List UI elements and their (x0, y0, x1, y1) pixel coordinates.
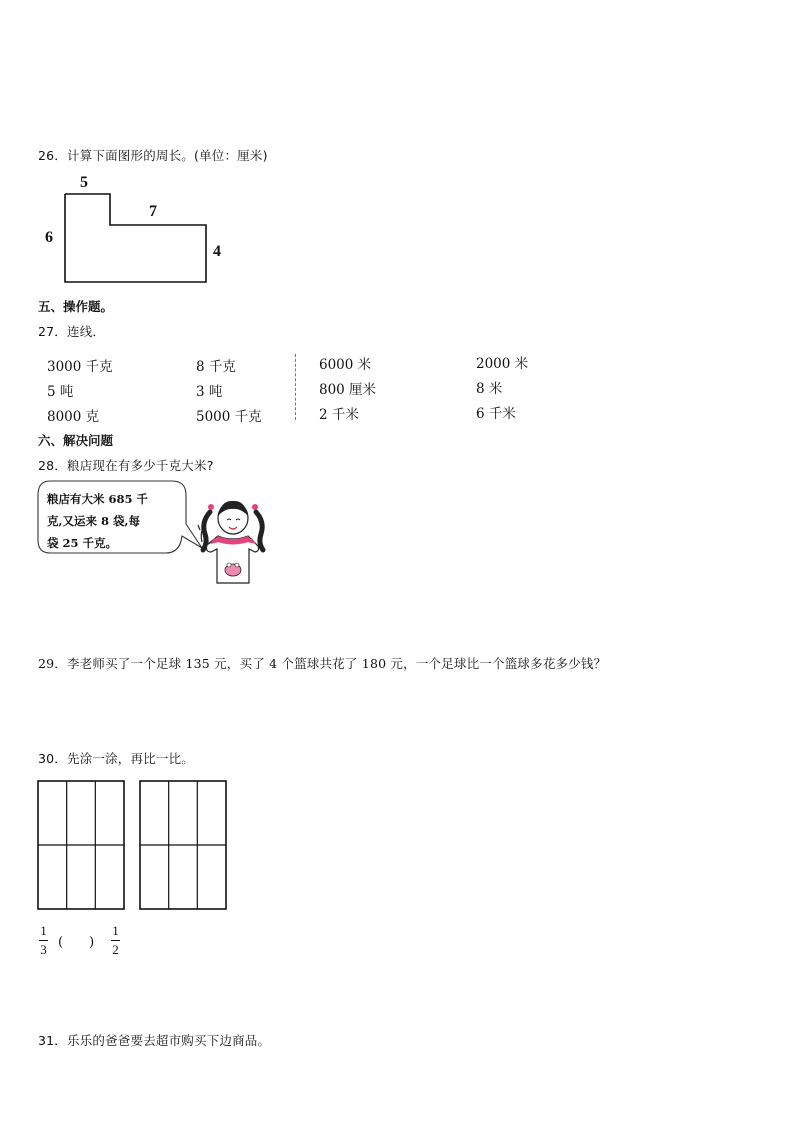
match-right-col1-item: 6000 米 (319, 357, 372, 373)
dim-left: 6 (45, 229, 53, 246)
grid-right (139, 780, 229, 912)
bubble-line: 克,又运来 8 袋,每 (47, 514, 141, 528)
fraction-denominator: 3 (40, 942, 47, 957)
match-right-col1-item: 800 厘米 (319, 382, 377, 398)
q27-text: 27．连线． (38, 324, 106, 339)
match-left-col2-item: 5000 千克 (196, 409, 262, 425)
grid-left (37, 780, 127, 912)
dim-top: 5 (80, 174, 88, 191)
dim-right: 4 (213, 243, 221, 260)
match-right-col1-item: 2 千米 (319, 407, 359, 423)
match-divider (295, 354, 296, 420)
q31-text: 31．乐乐的爸爸要去超市购买下边商品。 (38, 1033, 271, 1048)
match-left-col2-item: 8 千克 (196, 359, 236, 375)
bubble-line: 粮店有大米 685 千 (47, 492, 149, 506)
fraction-bar (39, 940, 48, 941)
compare-blank[interactable]: ( ) (58, 935, 95, 950)
match-left-col1-item: 3000 千克 (47, 359, 113, 375)
fraction-bar (111, 940, 120, 941)
match-right-col2-item: 2000 米 (476, 356, 529, 372)
fraction-numerator: 1 (112, 923, 119, 938)
q29-text: 29．李老师买了一个足球 135 元，买了 4 个篮球共花了 180 元，一个足球比一个篮球多花多少钱？ (38, 656, 607, 671)
fraction-numerator: 1 (40, 923, 47, 938)
q26-figure (40, 170, 240, 290)
q26-text: 26．计算下面图形的周长。(单位：厘米) (38, 148, 268, 163)
match-right-col2-item: 8 米 (476, 381, 503, 397)
fraction-one-half (111, 924, 120, 956)
section6-title: 六、解决问题 (38, 433, 114, 448)
bubble-line: 袋 25 千克。 (47, 536, 118, 550)
q28-text: 28．粮店现在有多少千克大米? (38, 458, 214, 473)
match-right-col2-item: 6 千米 (476, 406, 516, 422)
dim-step: 7 (149, 203, 157, 220)
match-left-col2-item: 3 吨 (196, 384, 223, 400)
match-left-col1-item: 8000 克 (47, 409, 100, 425)
girl-illustration (196, 494, 276, 586)
match-left-col1-item: 5 吨 (47, 384, 74, 400)
fraction-one-third (39, 924, 48, 956)
fraction-denominator: 2 (112, 942, 119, 957)
q30-text: 30．先涂一涂，再比一比。 (38, 751, 195, 766)
l-shape-outline (65, 194, 206, 282)
section5-title: 五、操作题。 (38, 299, 114, 314)
